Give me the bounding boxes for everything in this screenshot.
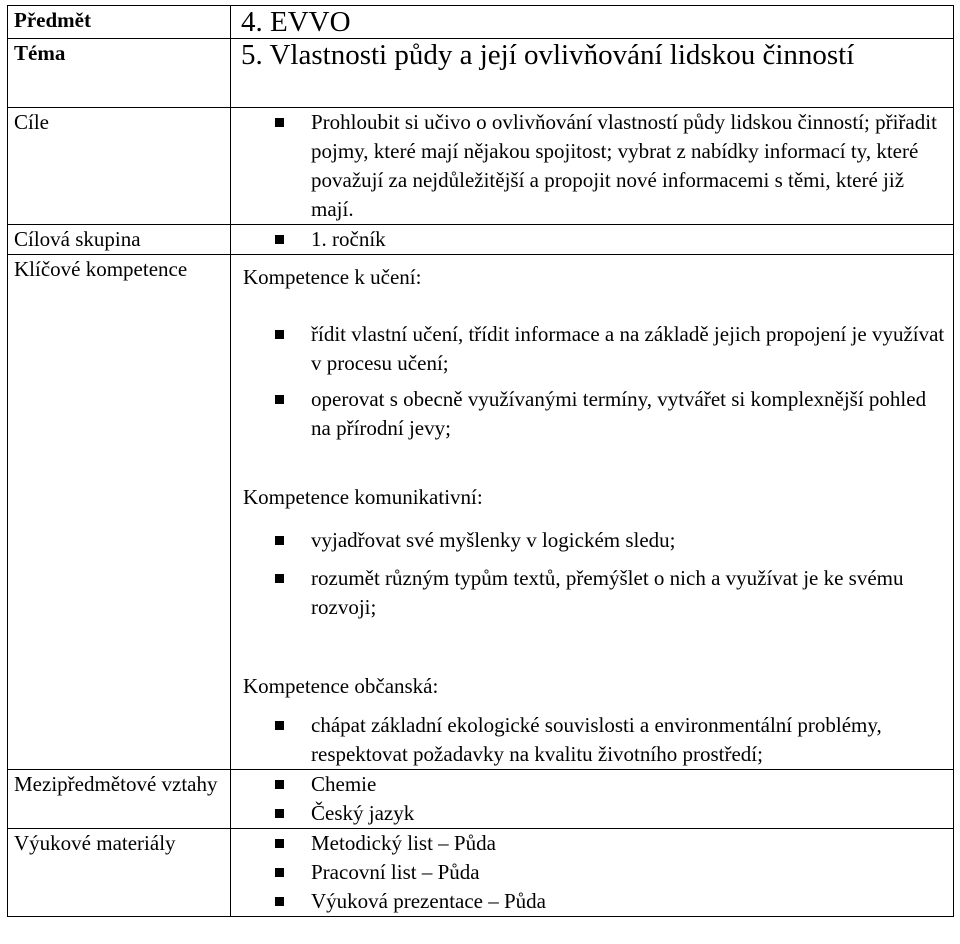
- competence-heading-communication: Kompetence komunikativní:: [243, 485, 483, 509]
- competence-list-learning: [237, 320, 947, 443]
- cross-curricular-list: [237, 770, 947, 828]
- competence-list-civic: [237, 711, 947, 769]
- materials-list: [237, 829, 947, 916]
- subject-row: [8, 6, 954, 39]
- materials-label: Výukové materiály: [8, 829, 231, 917]
- target-group-item: 1. ročník: [311, 225, 947, 254]
- materials-row: [8, 829, 954, 917]
- list-item: Metodický list – Půda: [311, 829, 947, 858]
- list-item: řídit vlastní učení, třídit informace a na základě jejich propojení je využívat v procesu učení;: [311, 320, 947, 378]
- goals-item: Prohloubit si učivo o ovlivňování vlastností půdy lidskou činností; přiřadit pojmy, které mají nějakou spojitost; vybrat z nabídky informací ty, které považují za nejdůležitější a propojit nové informacemi s těmi, které již mají.: [311, 108, 947, 224]
- goals-row: [8, 108, 954, 225]
- cross-curricular-row: [8, 770, 954, 829]
- target-group-list: [237, 225, 947, 254]
- list-item: Výuková prezentace – Půda: [311, 887, 947, 916]
- subject-label: Předmět: [8, 6, 231, 39]
- goals-list: [237, 108, 947, 224]
- topic-value: 5. Vlastnosti půdy a její ovlivňování lidskou činností: [231, 39, 954, 108]
- topic-label: Téma: [8, 39, 231, 108]
- list-item: chápat základní ekologické souvislosti a environmentální problémy, respektovat požadavky na kvalitu životního prostředí;: [311, 711, 947, 769]
- list-item: Pracovní list – Půda: [311, 858, 947, 887]
- goals-label: Cíle: [8, 108, 231, 225]
- competence-heading-civic: Kompetence občanská:: [243, 674, 439, 698]
- competence-list-communication: [237, 526, 947, 622]
- list-item: vyjadřovat své myšlenky v logickém sledu;: [311, 526, 947, 555]
- list-item: Chemie: [311, 770, 947, 799]
- goals-cell: [231, 108, 954, 225]
- cross-curricular-cell: [231, 770, 954, 829]
- target-group-row: [8, 225, 954, 255]
- topic-row: [8, 39, 954, 108]
- target-group-label: Cílová skupina: [8, 225, 231, 255]
- key-competences-row: [8, 255, 954, 770]
- key-competences-label: Klíčové kompetence: [8, 255, 231, 770]
- list-item: operovat s obecně využívanými termíny, vytvářet si komplexnější pohled na přírodní jevy;: [311, 385, 947, 443]
- list-item: Český jazyk: [311, 799, 947, 828]
- cross-curricular-label: Mezipředmětové vztahy: [8, 770, 231, 829]
- competence-heading-learning: Kompetence k učení:: [243, 265, 422, 289]
- materials-cell: [231, 829, 954, 917]
- lesson-plan-table: [7, 5, 954, 917]
- subject-value: 4. EVVO: [231, 6, 954, 39]
- key-competences-cell: [231, 255, 954, 770]
- list-item: rozumět různým typům textů, přemýšlet o nich a využívat je ke svému rozvoji;: [311, 564, 947, 622]
- target-group-cell: [231, 225, 954, 255]
